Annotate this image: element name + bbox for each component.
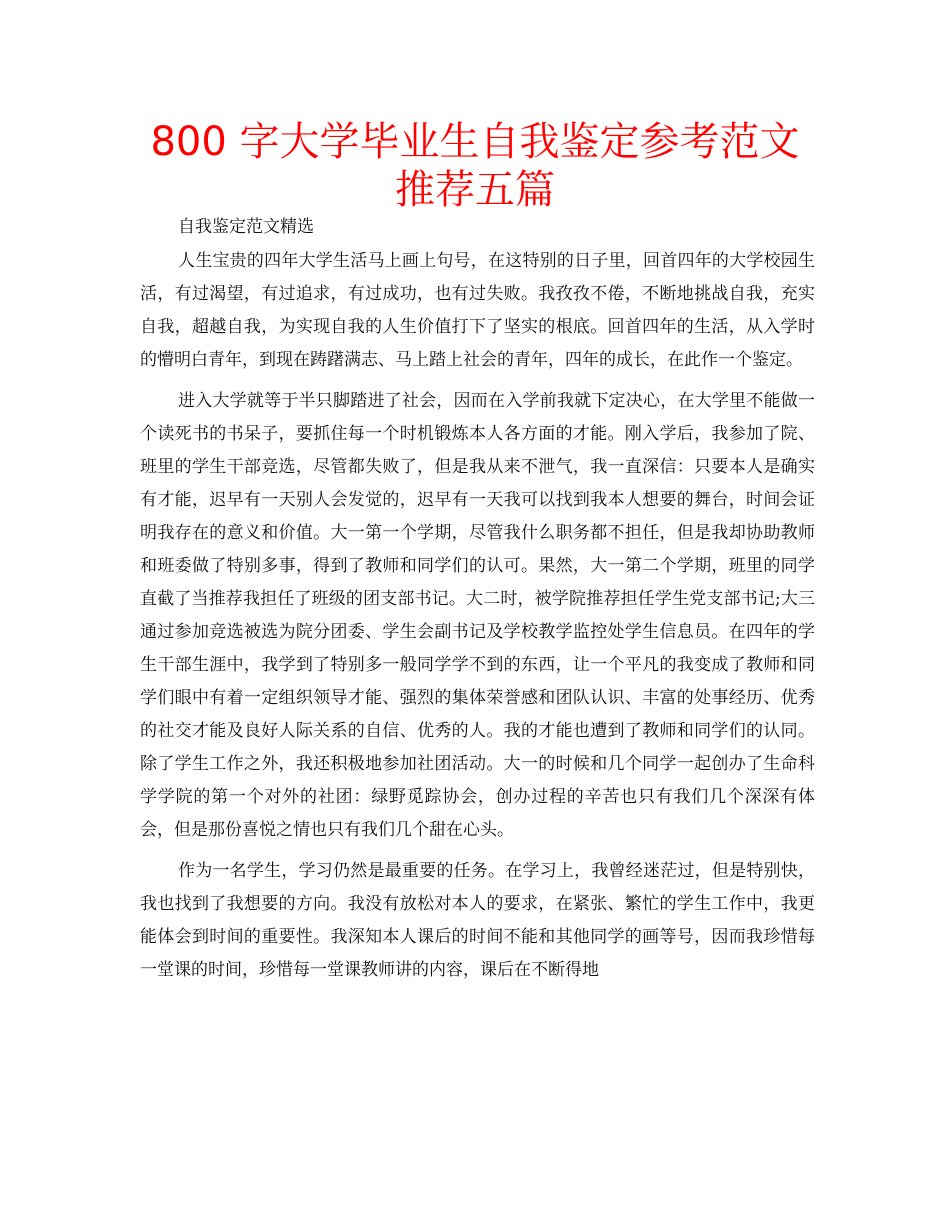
paragraph: 人生宝贵的四年大学生活马上画上句号，在这特别的日子里，回首四年的大学校园生活，有过渴望，有过追求，有过成功，也有过失败。我孜孜不倦，不断地挑战自我，充实自我，超越自我，为实现自我的人生价值打下了坚实的根底。回首四年的生活，从入学时的懵明白青年，到现在踌躇满志、马上踏上社会的青年，四年的成长，在此作一个鉴定。 <box>140 251 815 370</box>
document-subtitle: 自我鉴定范文精选 <box>178 217 314 237</box>
paragraph: 作为一名学生，学习仍然是最重要的任务。在学习上，我曾经迷茫过，但是特别快，我也找到了我想要的方向。我没有放松对本人的要求，在紧张、繁忙的学生工作中，我更能体会到时间的重要性。我深知本人课后的时间不能和其他同学的画等号，因而我珍惜每一堂课的时间，珍惜每一堂课教师讲的内容，课后在不断得地 <box>140 861 815 980</box>
paragraph: 进入大学就等于半只脚踏进了社会，因而在入学前我就下定决心，在大学里不能做一个读死书的书呆子，要抓住每一个时机锻炼本人各方面的才能。刚入学后，我参加了院、班里的学生干部竞选，尽管都失败了，但是我从来不泄气，我一直深信：只要本人是确实有才能，迟早有一天别人会发觉的，迟早有一天我可以找到我本人想要的舞台，时间会证明我存在的意义和价值。大一第一个学期，尽管我什么职务都不担任，但是我却协助教师和班委做了特别多事，得到了教师和同学们的认可。果然，大一第二个学期，班里的同学直截了当推荐我担任了班级的团支部书记。大二时，被学院推荐担任学生党支部书记;大三通过参加竞选被选为院分团委、学生会副书记及学校教学监控处学生信息员。在四年的学生干部生涯中，我学到了特别多一般同学学不到的东西，让一个平凡的我变成了教师和同学们眼中有着一定组织领导才能、强烈的集体荣誉感和团队认识、丰富的处事经历、优秀的社交才能及良好人际关系的自信、优秀的人。我的才能也遭到了教师和同学们的认同。除了学生工作之外，我还积极地参加社团活动。大一的时候和几个同学一起创办了生命科学学院的第一个对外的社团：绿野觅踪协会，创办过程的辛苦也只有我们几个深深有体会，但是那份喜悦之情也只有我们几个甜在心头。 <box>140 391 815 840</box>
document-title: 800 字大学毕业生自我鉴定参考范文推荐五篇 <box>150 119 800 213</box>
document-body <box>140 245 815 995</box>
